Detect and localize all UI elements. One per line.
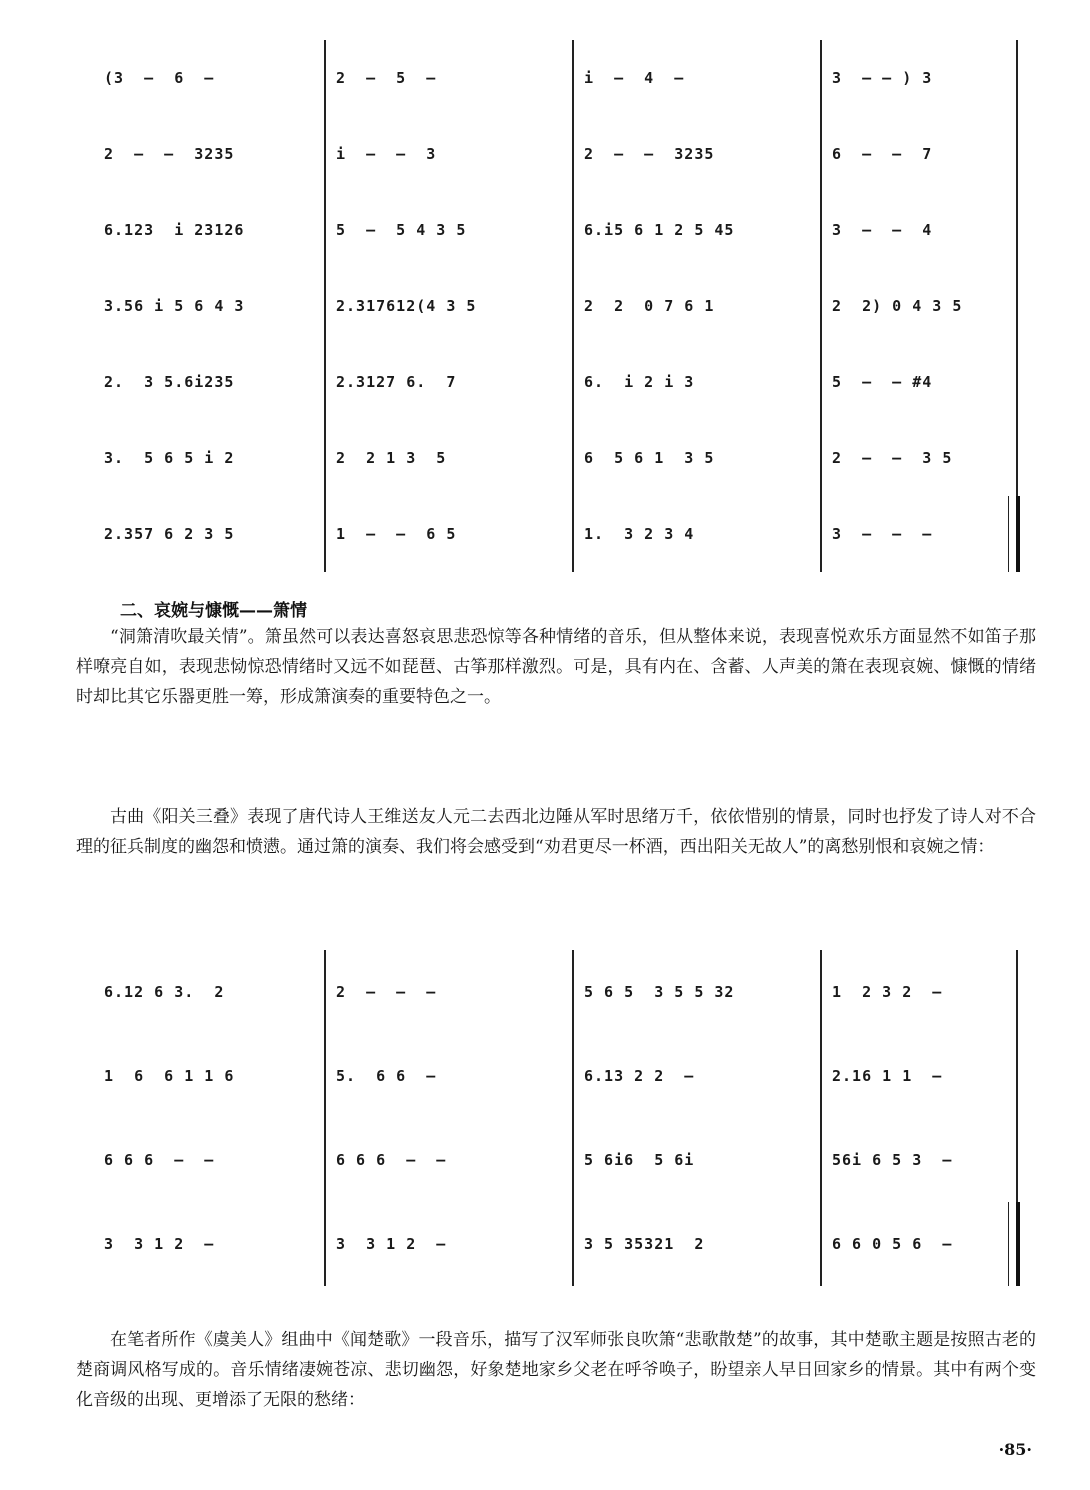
score-top — [98, 40, 1018, 572]
measure: 3 3 1 2 — — [336, 1235, 447, 1253]
measure: 3 — — 4 — [832, 221, 933, 239]
barline — [1016, 950, 1018, 1034]
measure: i — — 3 — [336, 145, 437, 163]
measure: 2 — — 3235 — [584, 145, 715, 163]
measure: 6. i 2 i 3 — [584, 373, 695, 391]
score-row — [98, 1034, 1018, 1118]
score-row — [98, 268, 1018, 344]
measure: 56i 6 5 3 — — [832, 1151, 953, 1169]
measure: 3 — — — — [832, 525, 933, 543]
measure: 2 2 0 7 6 1 — [584, 297, 715, 315]
measure: 6 — — 7 — [832, 145, 933, 163]
measure: 6.i5 6 1 2 5 45 — [584, 221, 735, 239]
barline — [1016, 1118, 1018, 1202]
score-row — [98, 1202, 1018, 1286]
score-row — [98, 40, 1018, 116]
score-row — [98, 420, 1018, 496]
measure: 2. 3 5.6i235 — [104, 373, 235, 391]
page-number: ·85· — [998, 1440, 1032, 1459]
barline — [1016, 344, 1018, 420]
measure: 6 6 0 5 6 — — [832, 1235, 953, 1253]
measure: 3 3 1 2 — — [104, 1235, 215, 1253]
measure: 2 — — 3235 — [104, 145, 235, 163]
measure: 1 — — 6 5 — [336, 525, 457, 543]
measure: 2.16 1 1 — — [832, 1067, 943, 1085]
barline — [1016, 40, 1018, 116]
paragraph-2: 古曲《阳关三叠》表现了唐代诗人王维送友人元二去西北边陲从军时思绪万千，依依惜别的情景，同时也抒发了诗人对不合理的征兵制度的幽怨和愤懑。通过箫的演奏、我们将会感受到“劝君更尽一杯酒，西出阳关无故人”的离愁别恨和哀婉之情： — [76, 807, 1036, 857]
final-barline — [1008, 1202, 1020, 1286]
measure: 2.317612(4 3 5 — [336, 297, 477, 315]
paragraph-3: 在笔者所作《虞美人》组曲中《闻楚歌》一段音乐，描写了汉军师张良吹箫“悲歌散楚”的故事，其中楚歌主题是按照古老的楚商调风格写成的。音乐情绪凄婉苍凉、悲切幽怨，好象楚地家乡父老在呼爷唤子，盼望亲人早日回家乡的情景。其中有两个变化音级的出现、更增添了无限的愁绪： — [76, 1330, 1036, 1410]
measure: 2 — — 3 5 — [832, 449, 953, 467]
barline — [1016, 116, 1018, 192]
measure: 1 6 6 1 1 6 — [104, 1067, 235, 1085]
measure: 6.12 6 3. 2 — [104, 983, 225, 1001]
barline — [1016, 192, 1018, 268]
measure: 5 6i6 5 6i — [584, 1151, 695, 1169]
measure: i — 4 — — [584, 69, 685, 87]
score-row — [98, 1118, 1018, 1202]
paragraph-1: “洞箫清吹最关情”。箫虽然可以表达喜怒哀思悲恐惊等各种情绪的音乐，但从整体来说，表现喜悦欢乐方面显然不如笛子那样嘹亮自如，表现悲恸惊恐情绪时又远不如琵琶、古筝那样激烈。可是，具有内在、含蓄、人声美的箫在表现哀婉、慷慨的情绪时却比其它乐器更胜一筹，形成箫演奏的重要特色之一。 — [76, 627, 1036, 707]
measure: (3 — 6 — — [104, 69, 215, 87]
measure: 2.357 6 2 3 5 — [104, 525, 235, 543]
measure: 6 6 6 — — — [336, 1151, 447, 1169]
measure: 6.13 2 2 — — [584, 1067, 695, 1085]
measure: 2 — — — — [336, 983, 437, 1001]
measure: 6 6 6 — — — [104, 1151, 215, 1169]
barline — [1016, 1034, 1018, 1118]
score-row — [98, 192, 1018, 268]
measure: 6.123 i 23126 — [104, 221, 245, 239]
measure: 1 2 3 2 — — [832, 983, 943, 1001]
barline — [1016, 420, 1018, 496]
measure: 5 6 5 3 5 5 32 — [584, 983, 735, 1001]
measure: 2 2) 0 4 3 5 — [832, 297, 963, 315]
score-row — [98, 950, 1018, 1034]
measure: 5 — — #4 — [832, 373, 933, 391]
score-row — [98, 496, 1018, 572]
score-row — [98, 116, 1018, 192]
measure: 3 5 35321 2 — [584, 1235, 705, 1253]
measure: 6 5 6 1 3 5 — [584, 449, 715, 467]
barline — [1016, 268, 1018, 344]
measure: 3 — — ) 3 — [832, 69, 933, 87]
score-bottom — [98, 950, 1018, 1286]
final-barline — [1008, 496, 1020, 572]
measure: 2 2 1 3 5 — [336, 449, 447, 467]
measure: 3.56 i 5 6 4 3 — [104, 297, 245, 315]
measure: 1. 3 2 3 4 — [584, 525, 695, 543]
measure: 2.3127 6. 7 — [336, 373, 457, 391]
measure: 3. 5 6 5 i 2 — [104, 449, 235, 467]
measure: 5 — 5 4 3 5 — [336, 221, 467, 239]
score-row — [98, 344, 1018, 420]
measure: 2 — 5 — — [336, 69, 437, 87]
measure: 5. 6 6 — — [336, 1067, 437, 1085]
section-title: 二、哀婉与慷慨——箫情 — [120, 601, 307, 621]
